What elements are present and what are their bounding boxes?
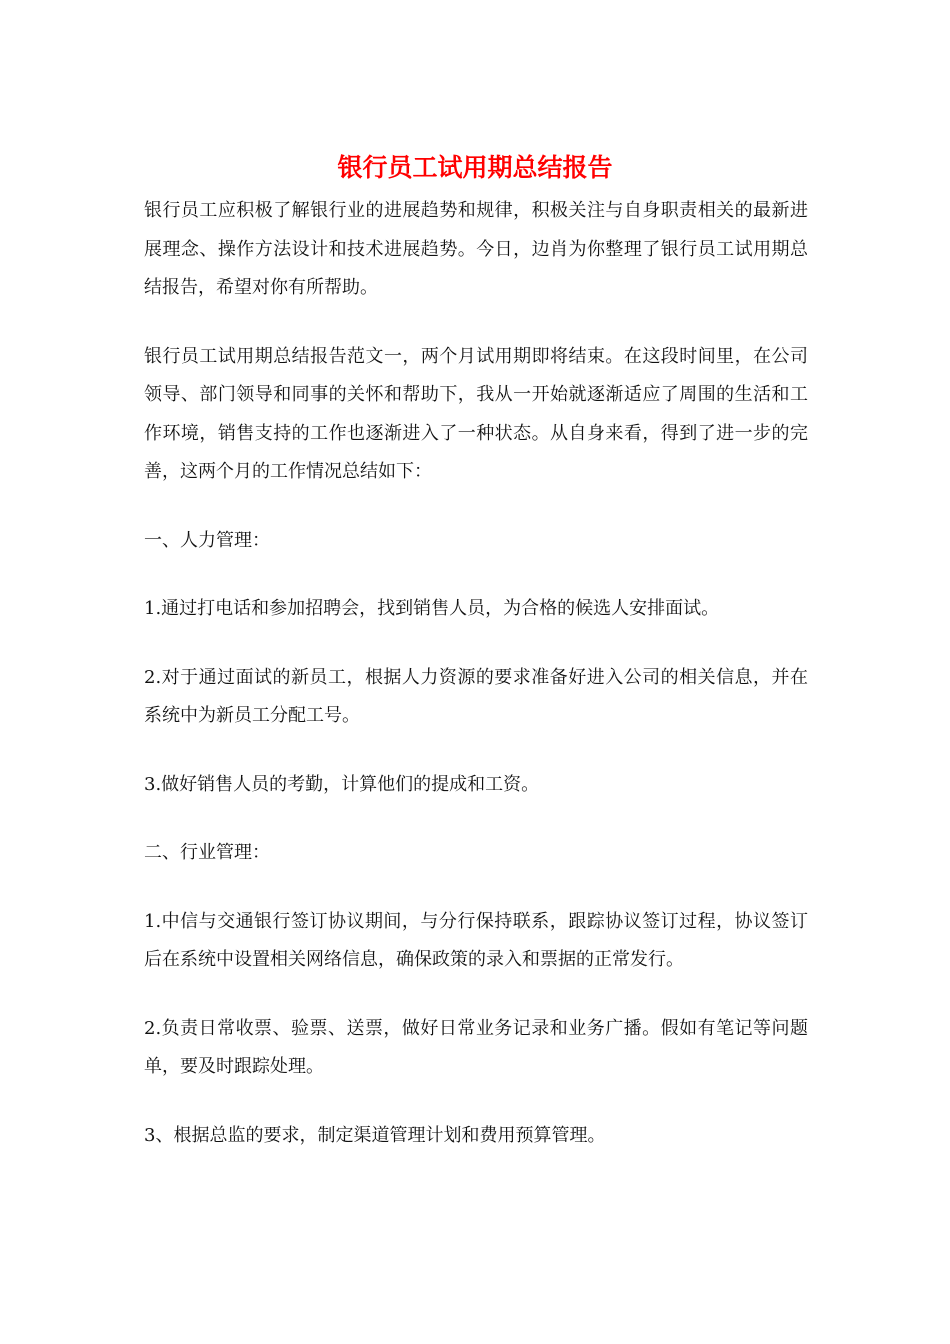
- paragraph-gap: [144, 980, 808, 1010]
- industry-item-1: 1.中信与交通银行签订协议期间，与分行保持联系，跟踪协议签订过程，协议签订后在系统中设置相关网络信息，确保政策的录入和票据的正常发行。: [144, 910, 808, 970]
- industry-item-3: 3、根据总监的要求，制定渠道管理计划和费用预算管理。: [144, 1124, 606, 1146]
- sample-essay-paragraph: 银行员工试用期总结报告范文一，两个月试用期即将结束。在这段时间里，在公司领导、部门领导和同事的关怀和帮助下，我从一开始就逐渐适应了周围的生活和工作环境，销售支持的工作也逐渐进入了一种状态。从自身来看，得到了进一步的完善，这两个月的工作情况总结如下：: [144, 345, 808, 482]
- paragraph-gap: [144, 308, 808, 338]
- paragraph-gap: [144, 560, 808, 590]
- hr-item-1: 1.通过打电话和参加招聘会，找到销售人员，为合格的候选人安排面试。: [144, 598, 720, 619]
- paragraph-gap: [144, 492, 808, 522]
- document-title: 银行员工试用期总结报告: [337, 153, 613, 182]
- paragraph-gap: [144, 629, 808, 659]
- intro-paragraph: 银行员工应积极了解银行业的进展趋势和规律，积极关注与自身职责相关的最新进展理念、操作方法设计和技术进展趋势。今日，边肖为你整理了银行员工试用期总结报告，希望对你有所帮助。: [144, 200, 808, 298]
- section-heading-industry: 二、行业管理：: [144, 842, 270, 863]
- hr-item-3: 3.做好销售人员的考勤，计算他们的提成和工资。: [144, 773, 540, 795]
- paragraph-gap: [144, 873, 808, 903]
- paragraph-gap: [144, 1087, 808, 1117]
- document-body: [144, 192, 808, 1155]
- paragraph-gap: [144, 804, 808, 834]
- section-heading-hr: 一、人力管理：: [144, 529, 270, 551]
- industry-item-2: 2.负责日常收票、验票、送票，做好日常业务记录和业务广播。假如有笔记等问题单，要及时跟踪处理。: [144, 1017, 808, 1077]
- hr-item-2: 2.对于通过面试的新员工，根据人力资源的要求准备好进入公司的相关信息，并在系统中为新员工分配工号。: [144, 666, 808, 726]
- paragraph-gap: [144, 736, 808, 766]
